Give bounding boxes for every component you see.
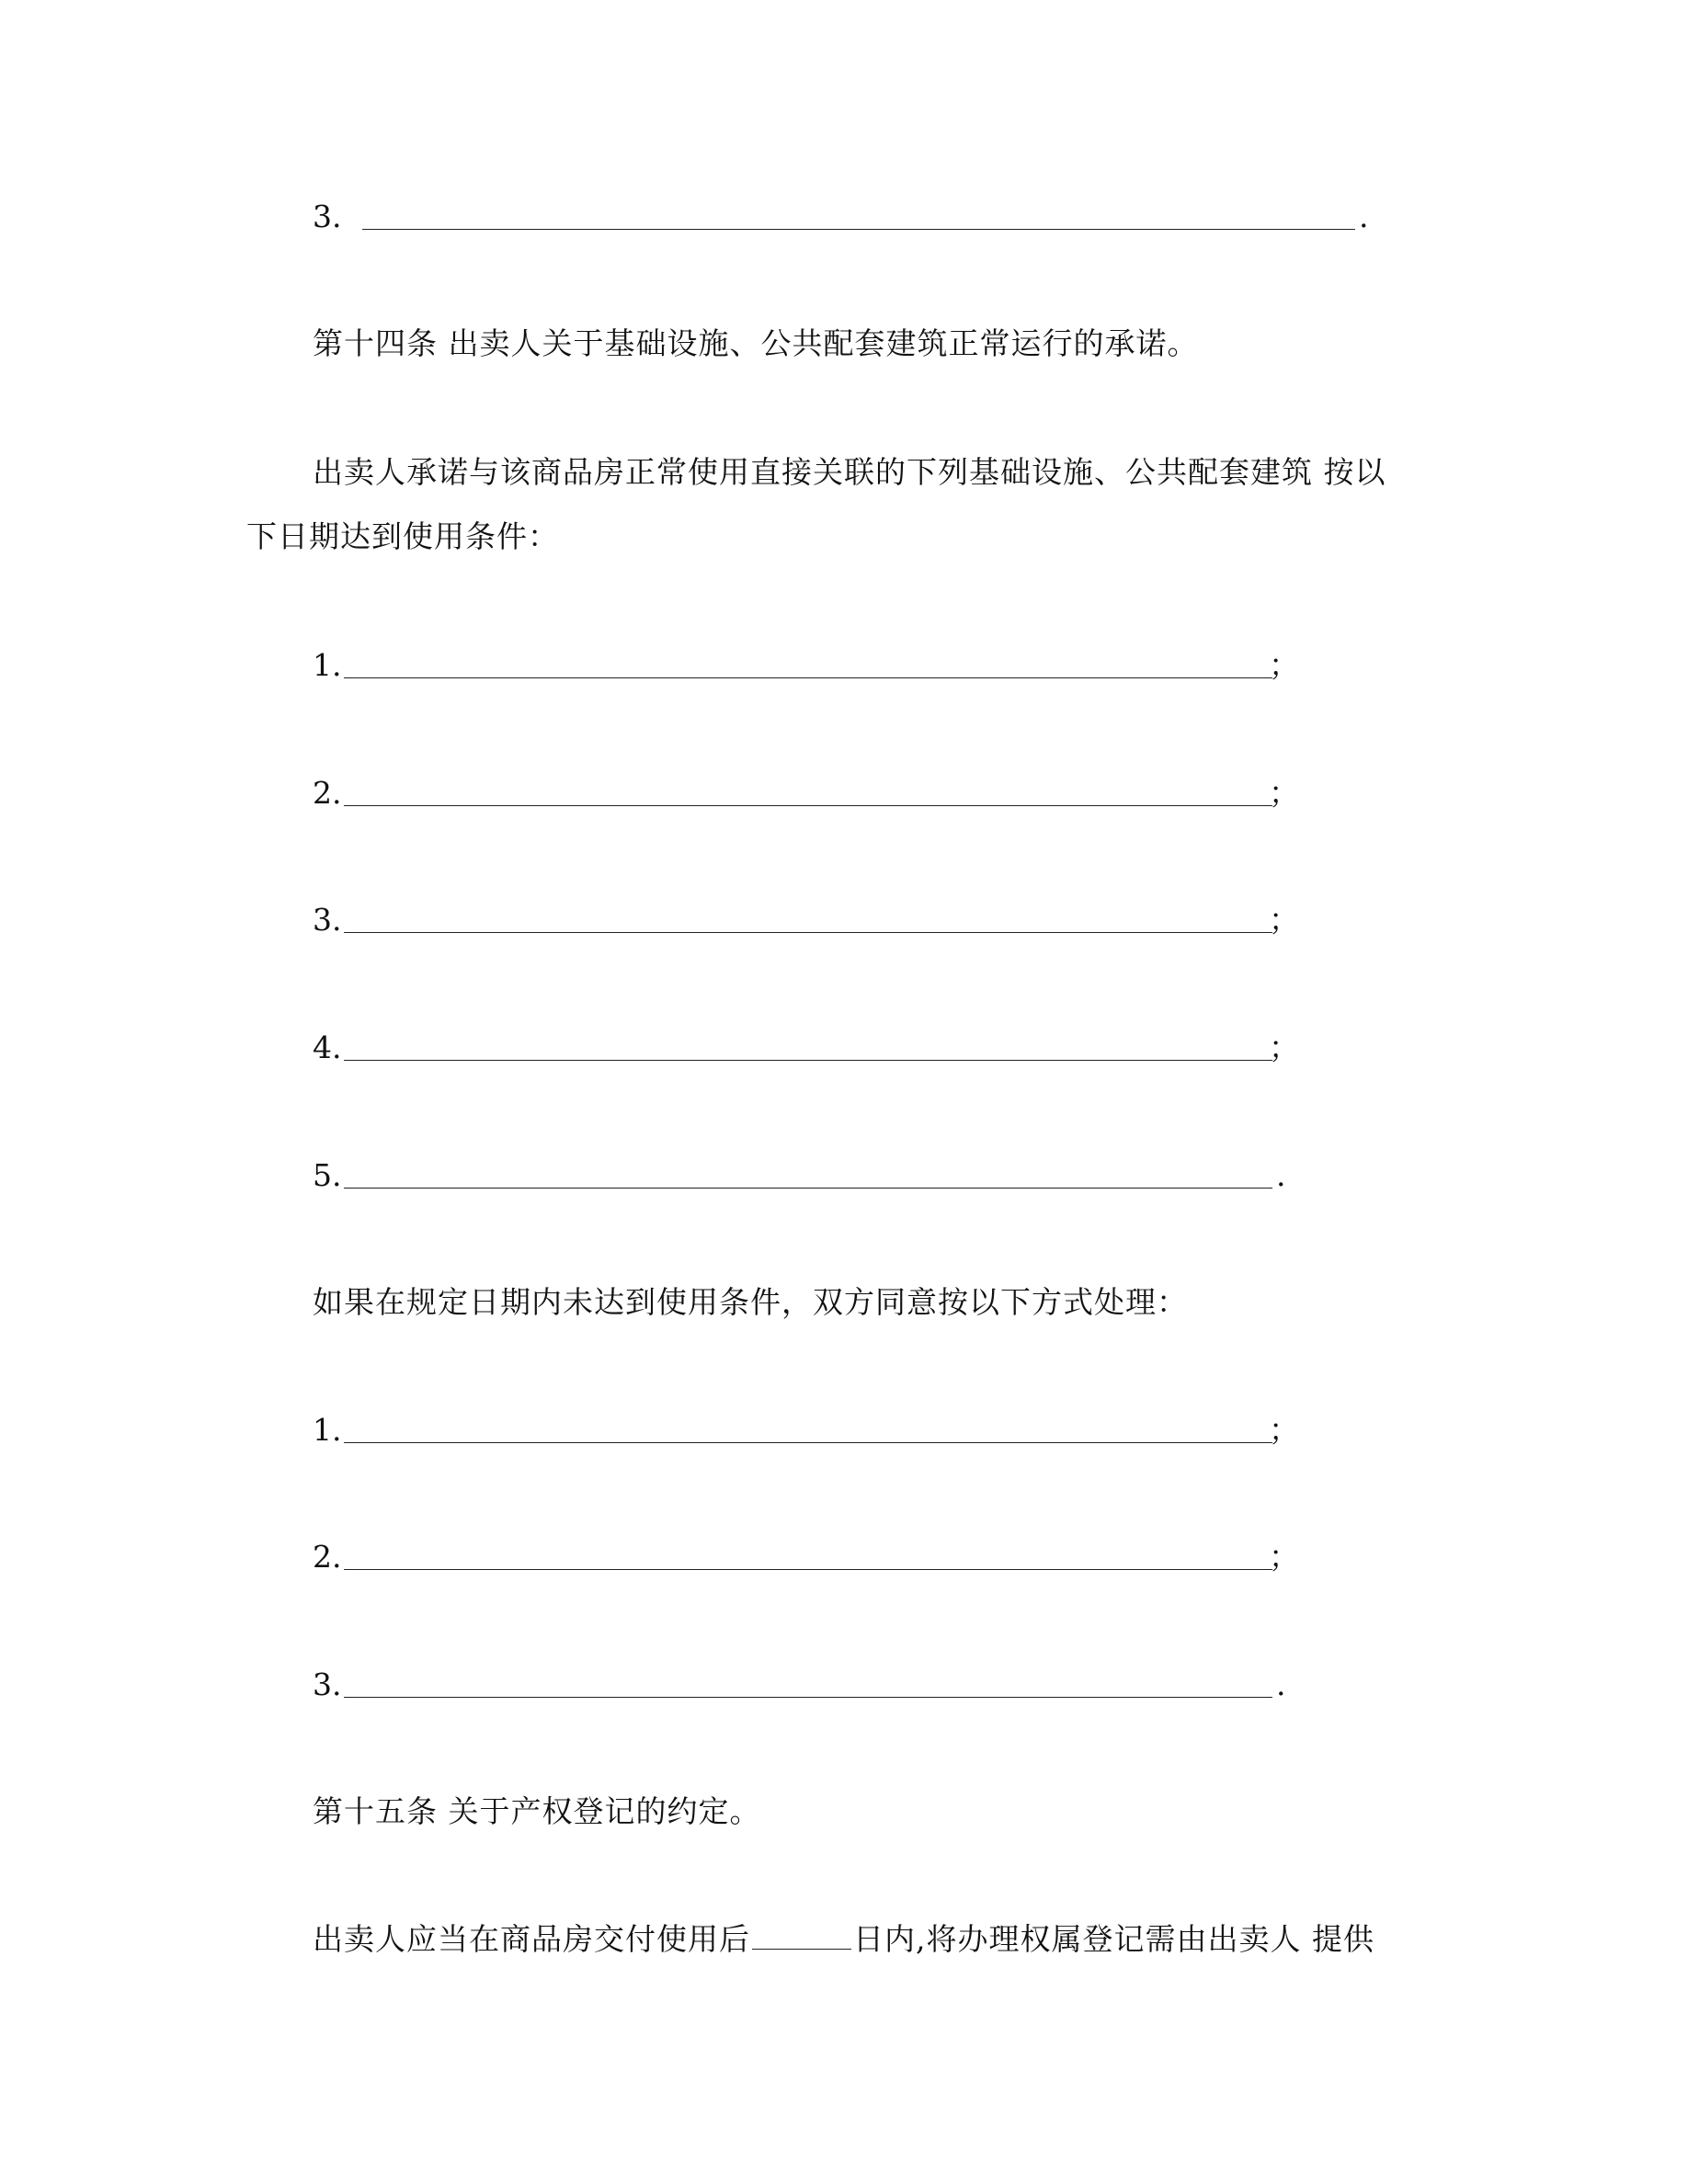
fill-in-blank [344, 805, 1272, 806]
item-end-punct: . [1359, 199, 1369, 234]
item-number: 5. [313, 1157, 342, 1193]
fill-in-blank [344, 1697, 1272, 1698]
facility-item-3 [313, 902, 1306, 938]
facility-item-4 [313, 1029, 1306, 1066]
item-end-punct: ； [1269, 1539, 1299, 1575]
item-number: 4. [313, 1029, 342, 1065]
item-end-punct: . [1276, 1666, 1286, 1702]
article-15-text-end: 日内,将办理权属登记需由出卖人 提供 [853, 1921, 1374, 1957]
item-end-punct: ； [1269, 902, 1299, 938]
fill-in-blank [344, 677, 1272, 678]
item-number: 1. [313, 647, 342, 683]
article-14-paragraph-line-2: 下日期达到使用条件： [246, 518, 559, 554]
article-14-paragraph-line-1: 出卖人承诺与该商品房正常使用直接关联的下列基础设施、公共配套建筑 按以 [313, 454, 1386, 490]
article-15-paragraph [313, 1921, 1374, 1958]
item-number: 3. [313, 1666, 342, 1702]
item-number: 3. [313, 199, 342, 234]
item-number: 3. [313, 902, 342, 938]
item-end-punct: ； [1269, 647, 1299, 683]
item-number: 2. [313, 775, 342, 811]
item-number: 1. [313, 1412, 342, 1448]
fill-in-blank [344, 1060, 1272, 1061]
facility-item-2 [313, 775, 1306, 812]
fill-in-blank [344, 932, 1272, 933]
top-blank-item [313, 199, 1388, 235]
article-14-heading: 第十四条 出卖人关于基础设施、公共配套建筑正常运行的承诺。 [313, 325, 1199, 361]
article-15-text-start: 出卖人应当在商品房交付使用后 [313, 1921, 750, 1957]
fallback-item-3 [313, 1666, 1306, 1703]
fill-in-blank [344, 1442, 1272, 1443]
item-end-punct: ； [1269, 1029, 1299, 1065]
fill-in-blank [362, 229, 1355, 230]
facility-item-5 [313, 1157, 1306, 1194]
fallback-clause-text: 如果在规定日期内未达到使用条件，双方同意按以下方式处理： [313, 1284, 1188, 1320]
fill-in-blank [344, 1569, 1272, 1570]
item-end-punct: . [1276, 1157, 1286, 1193]
item-number: 2. [313, 1539, 342, 1575]
item-end-punct: ； [1269, 1412, 1299, 1448]
fallback-item-1 [313, 1412, 1306, 1449]
item-end-punct: ； [1269, 775, 1299, 811]
facility-item-1 [313, 647, 1306, 684]
days-blank [752, 1923, 851, 1950]
fallback-item-2 [313, 1539, 1306, 1575]
article-15-heading: 第十五条 关于产权登记的约定。 [313, 1793, 761, 1829]
fill-in-blank [344, 1188, 1272, 1189]
